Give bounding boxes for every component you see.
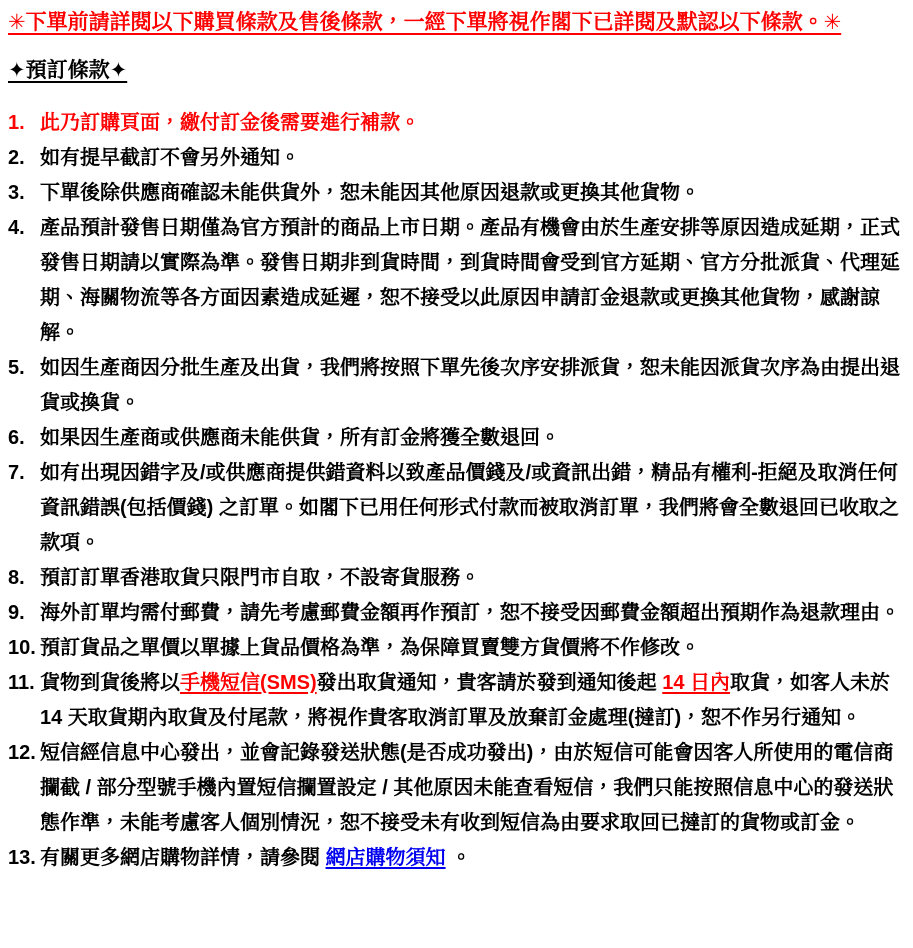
term-number: 11. [8,672,35,694]
term-text: 海外訂單均需付郵費，請先考慮郵費金額再作預訂，恕不接受因郵費金額超出預期作為退款理由。 [40,602,900,624]
term-item-6 [8,421,907,456]
term-text: 短信經信息中心發出，並會記錄發送狀態(是否成功發出)，由於短信可能會因客人所使用的電信商攔截 / 部分型號手機內置短信攔置設定 / 其他原因未能查看短信，我們只能按照信息中心的發送狀態作準，未能考慮客人個別情況，恕不接受未有收到短信為由要求取回已撻訂的貨物或訂金。 [40,742,894,834]
term-item-12 [8,736,907,841]
term-number: 13. [8,847,36,869]
term-text: 如有提早截訂不會另外通知。 [40,147,300,169]
term-text-part: 取貨，如客人未於 14 天取貨期內取貨及付尾款，將視作貴客取消訂單及放棄訂金處理(撻訂)，恕不作另行通知。 [40,672,891,729]
shop-guide-link[interactable]: 網店購物須知 [325,847,446,869]
purchase-warning-banner [8,8,907,38]
term-item-9 [8,596,907,631]
term-number: 3. [8,182,25,204]
term-item-7 [8,456,907,561]
term-item-3 [8,176,907,211]
term-text-part: 發出取貨通知，貴客請於發到通知後起 [316,672,663,694]
term-text: 如有出現因錯字及/或供應商提供錯資料以致產品價錢及/或資訊出錯，精品有權利-拒絕及取消任何資訊錯誤(包括價錢) 之訂單。如閣下已用任何形式付款而被取消訂單，我們將會全數退回已收取之款項。 [40,462,899,554]
term-number: 10. [8,637,36,659]
preorder-terms-list [8,106,907,876]
term-item-13 [8,841,907,876]
term-number: 12. [8,742,36,764]
term-text: 如因生產商因分批生產及出貨，我們將按照下單先後次序安排派貨，恕未能因派貨次序為由提出退貨或換貨。 [40,357,900,414]
term-number: 7. [8,462,25,484]
term-number: 6. [8,427,25,449]
term-item-8 [8,561,907,596]
preorder-terms-heading [8,56,907,86]
term-number: 9. [8,602,25,624]
term-text: 產品預計發售日期僅為官方預計的商品上市日期。產品有機會由於生產安排等原因造成延期，正式發售日期請以實際為準。發售日期非到貨時間，到貨時間會受到官方延期、官方分批派貨、代理延期、海關物流等各方面因素造成延遲，恕不接受以此原因申請訂金退款或更換其他貨物，感謝諒解。 [40,217,900,344]
term-item-1 [8,106,907,141]
term-text: 預訂訂單香港取貨只限門市自取，不設寄貨服務。 [40,567,480,589]
term-text-part: 。 [445,847,472,869]
term-number: 5. [8,357,25,379]
term-number: 8. [8,567,25,589]
term-text [40,841,907,876]
term-item-10 [8,631,907,666]
term-text: 預訂貨品之單價以單據上貨品價格為準，為保障買賣雙方貨價將不作修改。 [40,637,700,659]
term-number: 2. [8,147,25,169]
term-text [40,666,907,736]
preorder-terms-heading-text: ✦預訂條款✦ [8,59,128,82]
sms-notice-highlight: 手機短信(SMS) [180,672,317,694]
term-item-5 [8,351,907,421]
term-item-11 [8,666,907,736]
term-number: 4. [8,217,25,239]
term-number: 1. [8,112,25,134]
term-text-part: 有關更多網店購物詳情，請參閱 [40,847,326,869]
term-item-4 [8,211,907,351]
pickup-deadline-highlight: 14 日內 [662,672,731,694]
term-text: 下單後除供應商確認未能供貨外，恕未能因其他原因退款或更換其他貨物。 [40,182,700,204]
term-text: 如果因生產商或供應商未能供貨，所有訂金將獲全數退回。 [40,427,560,449]
term-text-part: 貨物到貨後將以 [40,672,180,694]
term-item-2 [8,141,907,176]
purchase-warning-text: ✳下單前請詳閱以下購買條款及售後條款，一經下單將視作閣下已詳閱及默認以下條款。✳ [8,11,842,34]
term-text: 此乃訂購頁面，繳付訂金後需要進行補款。 [40,112,420,134]
